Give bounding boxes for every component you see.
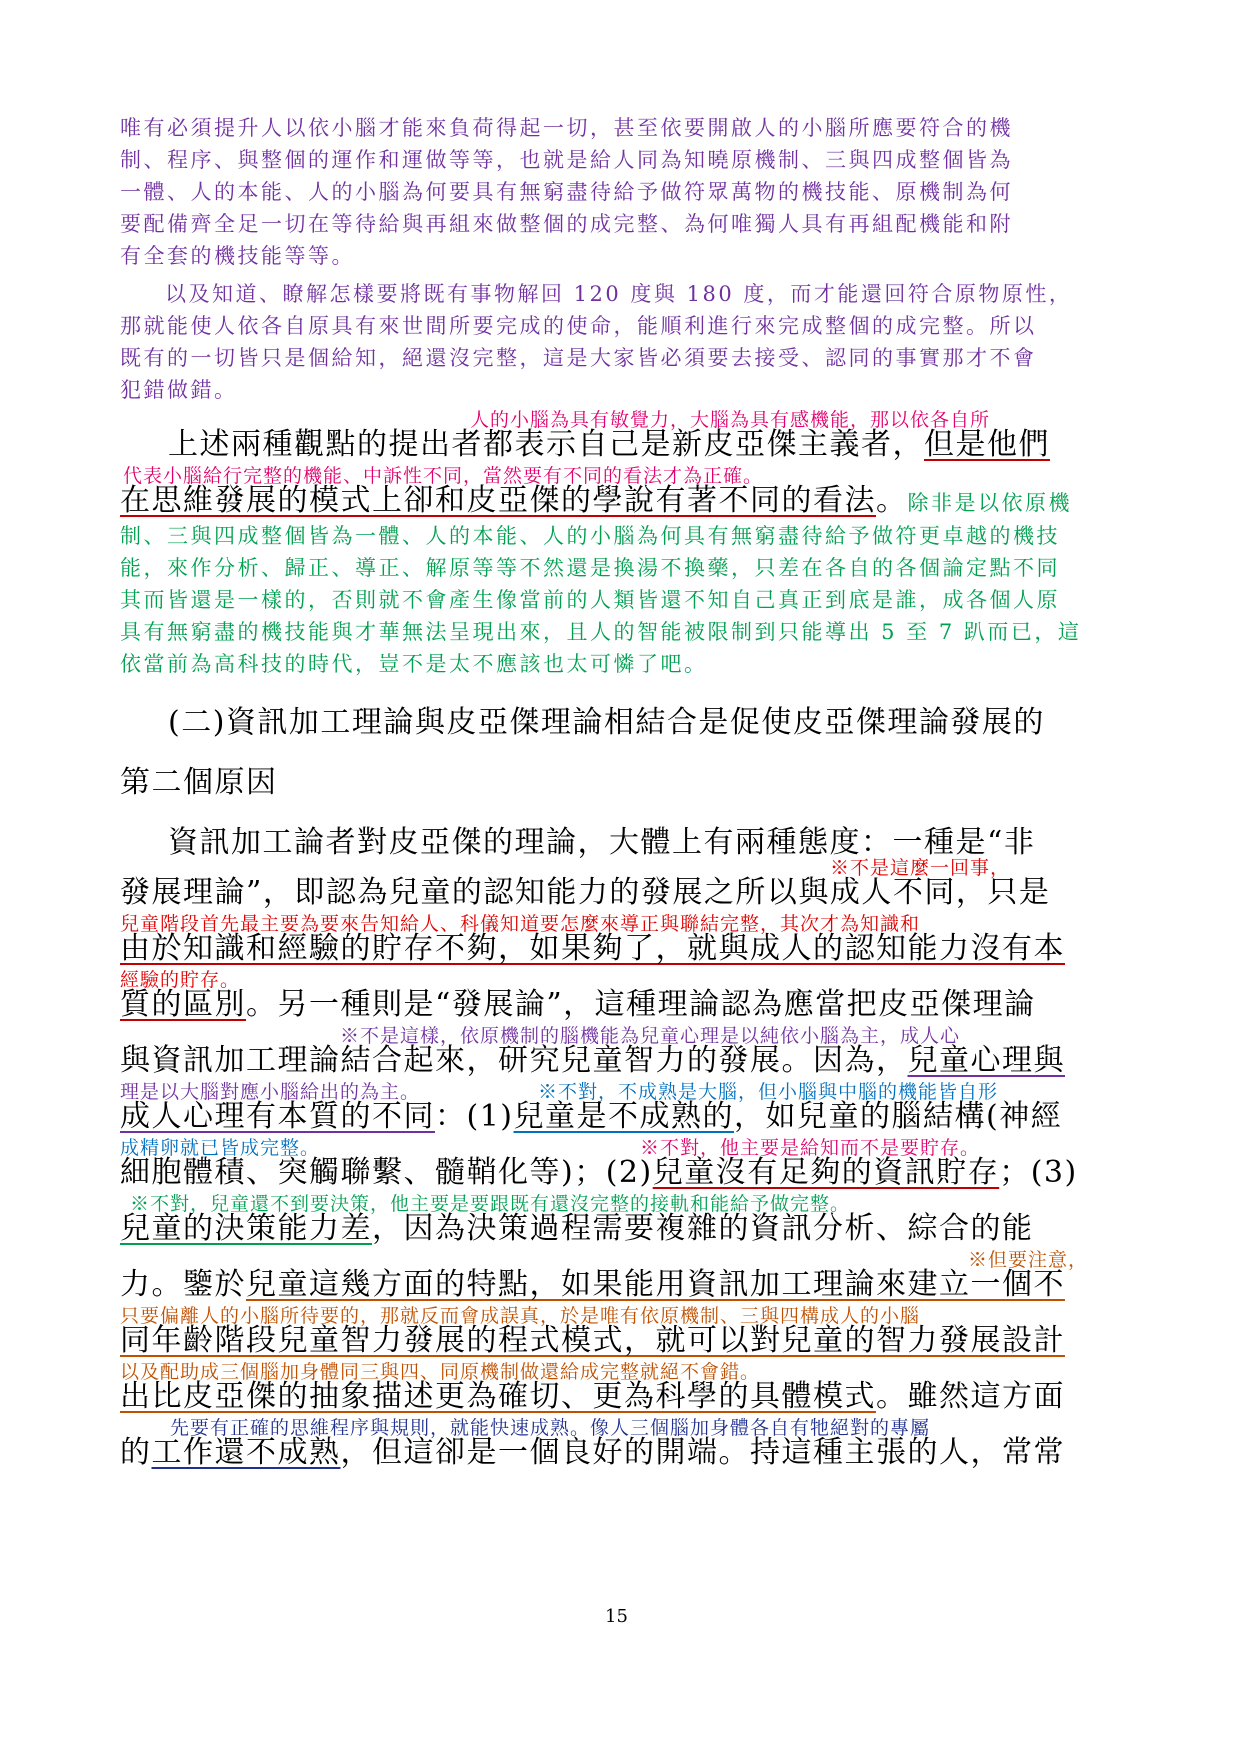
annotation-note: 只要偏離人的小腦所待要的，那就反而會成誤真，於是唯有依原機制、三與四構成人的小腦 [120,1305,921,1327]
paragraph-1-line-2: 制、程序、與整個的運作和運做等等，也就是給人同為知曉原機制、三與四成整個皆為 [120,148,1013,172]
paragraph-1-line-1: 唯有必須提升人以依小腦才能來負荷得起一切，甚至依要開啟人的小腦所應要符合的機 [120,116,1013,140]
annotation-note: 先要有正確的思維程序與規則，就能快速成熟。像人三個腦加身體各自有牠絕對的專屬 [170,1417,931,1439]
annotation-note: ※但要注意， [968,1249,1089,1271]
underlined-phrase: 出比皮亞傑的抽象描述更為確切、更為科學的具體模式 [120,1379,876,1414]
paragraph-2-line-1: 以及知道、瞭解怎樣要將既有事物解回 120 度與 180 度，而才能還回符合原物原性， [165,282,1073,306]
main-text-line: 成人心理有本質的不同：(1)兒童是不成熟的，如兒童的腦結構(神經 [120,1099,1063,1134]
paragraph-1-line-5: 有全套的機技能等等。 [120,244,355,268]
underlined-phrase: 兒童沒有足夠的資訊貯存 [652,1155,1000,1190]
main-text-line: 出比皮亞傑的抽象描述更為確切、更為科學的具體模式。雖然這方面 [120,1379,1065,1414]
annotation-note: ※不是這樣，依原機制的腦機能為兒童心理是以純依小腦為主，成人心 [340,1025,961,1047]
underlined-phrase: 兒童這幾方面的特點，如果能用資訊加工理論來建立一個不 [246,1267,1065,1302]
main-text-line: 在思維發展的模式上卻和皮亞傑的學說有著不同的看法。除非是以依原機 [120,483,1072,518]
underlined-phrase: 工作還不成熟 [151,1435,341,1470]
paragraph-2-line-4: 犯錯做錯。 [120,378,238,402]
annotation-note: ※不對，不成熟是大腦，但小腦與中腦的機能皆自形 [538,1081,999,1103]
annotation-note: 經驗的貯存。 [120,969,241,991]
section-heading-cont: 第二個原因 [120,765,278,800]
green-paragraph-line-5: 依當前為高科技的時代，豈不是太不應該也太可憐了吧。 [120,652,708,676]
paragraph-1-line-4: 要配備齊全足一切在等待給與再組來做整個的成完整、為何唯獨人具有再組配機能和附 [120,212,1013,236]
main-text-line: 發展理論”，即認為兒童的認知能力的發展之所以與成人不同，只是 [120,875,1051,910]
underlined-phrase: 但是他們 [924,427,1050,462]
underlined-phrase: 兒童的決策能力差 [120,1211,372,1246]
annotation-note: 兒童階段首先最主要為要來告知給人、科儀知道要怎麼來導正與聯結完整，其次才為知識和 [120,913,921,935]
underlined-phrase: 質的區別 [120,987,246,1022]
main-text-line: 細胞體積、突觸聯繫、髓鞘化等)；(2)兒童沒有足夠的資訊貯存；(3) [120,1155,1078,1190]
main-text-line: 力。鑒於兒童這幾方面的特點，如果能用資訊加工理論來建立一個不 [120,1267,1065,1302]
underlined-phrase: 兒童心理與 [907,1043,1065,1078]
paragraph-2-line-3: 既有的一切皆只是個給知，絕還沒完整，這是大家皆必須要去接受、認同的事實那才不會 [120,346,1037,370]
underlined-phrase: 在思維發展的模式上卻和皮亞傑的學說有著不同的看法 [120,483,876,518]
green-paragraph-line-2: 能，來作分析、歸正、導正、解原等等不然還是換湯不換藥，只差在各自的各個論定點不同 [120,556,1060,580]
underlined-phrase: 成人心理有本質的不同 [120,1099,435,1134]
main-text-line: 上述兩種觀點的提出者都表示自己是新皮亞傑主義者，但是他們 [168,427,1050,462]
annotation-note: 代表小腦給行完整的機能、中訴性不同，當然要有不同的看法才為正確。 [123,465,764,487]
annotation-note: ※不對，他主要是給知而不是要貯存。 [640,1137,981,1159]
paragraph-2-line-2: 那就能使人依各自原具有來世間所要完成的使命，能順利進行來完成整個的成完整。所以 [120,314,1037,338]
main-text-line: 資訊加工論者對皮亞傑的理論，大體上有兩種態度：一種是“非 [168,825,1036,860]
main-text-line-underlined: 由於知識和經驗的貯存不夠，如果夠了，就與成人的認知能力沒有本 [120,931,1065,966]
main-text-line: 與資訊加工理論結合起來，研究兒童智力的發展。因為，兒童心理與 [120,1043,1065,1078]
annotation-note: ※不是這麼一回事， [830,857,1011,879]
main-text-line: 質的區別。另一種則是“發展論”，這種理論認為應當把皮亞傑理論 [120,987,1036,1022]
paragraph-1-line-3: 一體、人的本能、人的小腦為何要具有無窮盡待給予做符眾萬物的機技能、原機制為何 [120,180,1013,204]
annotation-note: 成精卵就已皆成完整。 [120,1137,321,1159]
page-number: 15 [605,1606,628,1627]
annotation-note: ※不對，兒童還不到要決策，他主要是要跟既有還沒完整的接軌和能給予做完整。 [130,1193,851,1215]
annotation-note: 理是以大腦對應小腦給出的為主。 [120,1081,421,1103]
main-text-line: 的工作還不成熟，但這卻是一個良好的開端。持這種主張的人，常常 [120,1435,1065,1470]
underlined-phrase: 兒童是不成熟的 [513,1099,734,1134]
main-text-line: 兒童的決策能力差，因為決策過程需要複雜的資訊分析、綜合的能 [120,1211,1034,1246]
green-paragraph-line-4: 具有無窮盡的機技能與才華無法呈現出來，且人的智能被限制到只能導出 5 至 7 趴而已，這 [120,620,1082,644]
section-heading: (二)資訊加工理論與皮亞傑理論相結合是促使皮亞傑理論發展的 [168,705,1045,740]
main-text-line-underlined: 同年齡階段兒童智力發展的程式模式，就可以對兒童的智力發展設計 [120,1323,1065,1358]
annotation-note: 人的小腦為具有敏覺力，大腦為具有感機能，那以依各自所 [470,409,991,431]
green-paragraph-line-3: 其而皆還是一樣的，否則就不會產生像當前的人類皆還不知自己真正到底是誰，成各個人原 [120,588,1060,612]
annotation-note: 以及配助成三個腦加身體同三與四、同原機制做還給成完整就絕不會錯。 [120,1361,761,1383]
green-paragraph-line-1: 制、三與四成整個皆為一體、人的本能、人的小腦為何具有無窮盡待給予做符更卓越的機技 [120,524,1060,548]
